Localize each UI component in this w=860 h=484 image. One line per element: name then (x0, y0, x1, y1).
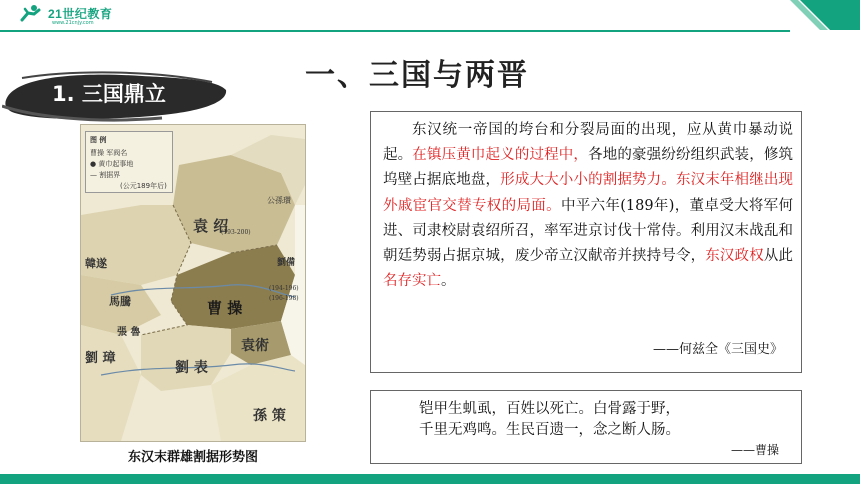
legend-item: ● 黄巾起事地 (90, 160, 134, 168)
section-title: 1. 三国鼎立 (52, 82, 166, 106)
logo (18, 4, 113, 26)
map-legend (85, 131, 173, 193)
poem-line: 千里无鸡鸣。生民百遗一，念之断人肠。 (419, 422, 680, 438)
top-bar (0, 0, 860, 30)
historical-map (80, 124, 306, 442)
legend-item: — 割据界 (90, 171, 121, 179)
header-divider (0, 30, 790, 32)
map-caption: 东汉末群雄割据形势图 (128, 450, 259, 465)
legend-title: 图 例 (90, 136, 107, 144)
corner-decoration (790, 0, 860, 30)
map-label-gongsun: 公孫瓚 (267, 196, 291, 205)
map-label-masu: 馬騰 (109, 295, 131, 308)
map-label-years: (196-198) (269, 295, 299, 302)
map-label-yuanshao: 袁 绍 (193, 217, 229, 235)
map-label-caocao: 曹 操 (207, 299, 243, 317)
legend-item: (公元189年后) (120, 182, 167, 190)
logo-url: www.21cnjy.com (52, 20, 94, 26)
footer-bar (0, 474, 860, 484)
map-label-yuanshu: 袁術 (241, 338, 269, 354)
quote-box-history (370, 111, 802, 373)
page-title: 一、三国与两晋 (305, 58, 529, 93)
map-label-years: (194-196) (269, 285, 299, 292)
map-label-sunce: 孫 策 (253, 408, 286, 424)
map-label-liubei: 劉備 (277, 258, 296, 268)
map-label-zhanglu: 張 魯 (117, 327, 141, 338)
map-label-liuzhang: 劉 璋 (85, 351, 116, 366)
uprising-dot-icon: ● (90, 160, 97, 168)
border-line-icon: — (90, 171, 97, 179)
poem-source: ——曹操 (730, 443, 779, 457)
poem-line: 铠甲生虮虱，百姓以死亡。白骨露于野， (419, 401, 680, 417)
quote-text: 东汉统一帝国的垮台和分裂局面的出现，应从黄巾暴动说起。在镇压黄巾起义的过程中，各地的豪强纷纷组织武装，修筑坞壁占据底地盘，形成大大小小的割据势力。东汉末年相继出现外戚宦官交替专权的局面。中平六年(189年)，董卓受大将军何进、司隶校尉袁绍所召，率军进京讨伐十常侍。利用汉末战乱和朝廷势弱占据京城，废少帝立汉献帝并挟持号令，东汉政权从此名存实亡。 (383, 122, 794, 290)
map-label-hansui: 韓遂 (85, 257, 107, 270)
quote-source: ——何兹全《三国史》 (652, 342, 783, 357)
legend-item: 曹操 军阀名 (90, 149, 128, 157)
map-label-years: (193-200) (221, 229, 251, 236)
quote-box-poem (370, 390, 802, 464)
logo-text: 21世纪教育 (48, 6, 113, 21)
map-label-liubiao: 劉 表 (175, 360, 208, 376)
runner-logo-icon (18, 4, 44, 22)
